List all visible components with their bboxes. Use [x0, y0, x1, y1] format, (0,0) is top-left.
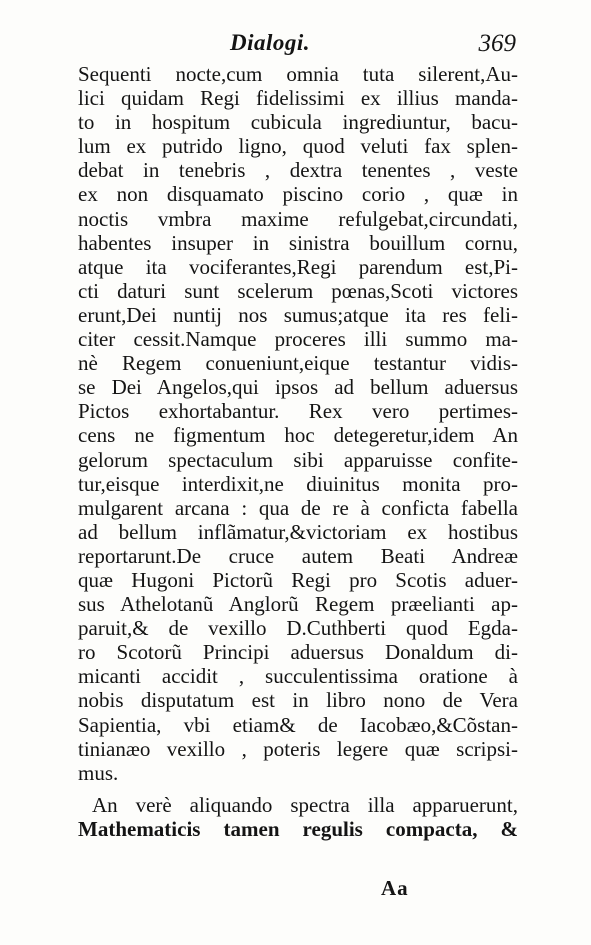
- text-line: gelorum spectaculum sibi apparuisse confite-: [78, 447, 518, 472]
- text-line: quæ Hugoni Pictorũ Regi pro Scotis aduer-: [78, 567, 518, 592]
- text-line: erunt,Dei nuntij nos sumus;atque ita res feli-: [78, 302, 518, 327]
- text-line: mus.: [78, 760, 119, 785]
- text-line: tur,eisque interdixit,ne diuinitus monita pro-: [78, 471, 518, 496]
- body-text: [78, 62, 518, 841]
- page-header: [80, 30, 516, 66]
- text-line: Sequenti nocte,cum omnia tuta silerent,Au-: [78, 62, 518, 86]
- catchword: Aa: [381, 876, 409, 900]
- text-line: Mathematicis tamen regulis compacta, &: [78, 816, 518, 841]
- text-line: nè Regem conueniunt,eique testantur vidis-: [78, 351, 518, 376]
- text-line: nobis disputatum est in libro nono de Vera: [78, 688, 518, 713]
- page-number: 369: [478, 30, 516, 57]
- paragraph-first-line: An verè aliquando spectra illa apparuerunt,: [92, 792, 518, 817]
- text-line: Sapientia, vbi etiam& de Iacobæo,&Cõstan-: [78, 712, 518, 737]
- text-line: mulgarent arcana : qua de re à conficta fabella: [78, 495, 518, 520]
- text-line: se Dei Angelos,qui ipsos ad bellum aduersus: [78, 375, 518, 400]
- text-line: lici quidam Regi fidelissimi ex illius manda-: [78, 86, 518, 111]
- text-line: debat in tenebris , dextra tenentes , veste: [78, 158, 518, 183]
- text-line: habentes insuper in sinistra bouillum cornu,: [78, 230, 518, 255]
- text-line: cens ne figmentum hoc detegeretur,idem An: [78, 423, 518, 448]
- text-line: ad bellum inflãmatur,&victoriam ex hostibus: [78, 519, 518, 544]
- text-line: sus Athelotanũ Anglorũ Regem præelianti ap-: [78, 592, 518, 617]
- text-line: reportarunt.De cruce autem Beati Andreæ: [78, 543, 518, 568]
- text-line: lum ex putrido ligno, quod veluti fax splen-: [78, 134, 518, 159]
- running-title: Dialogi.: [230, 30, 311, 55]
- text-line: tinianæo vexillo , poteris legere quæ scripsi-: [78, 736, 518, 761]
- text-line: citer cessit.Namque proceres illi summo ma-: [78, 327, 518, 352]
- text-line: noctis vmbra maxime refulgebat,circundati,: [78, 206, 518, 231]
- text-line: ro Scotorũ Principi aduersus Donaldum di-: [78, 640, 518, 665]
- text-line: micanti accidit , succulentissima oratione à: [78, 664, 518, 689]
- text-line: paruit,& de vexillo D.Cuthberti quod Egda-: [78, 616, 518, 641]
- text-line: ex non disquamato piscino corio , quæ in: [78, 182, 518, 207]
- text-line: cti daturi sunt scelerum pœnas,Scoti victores: [78, 278, 518, 303]
- text-line: atque ita vociferantes,Regi parendum est,Pi-: [78, 254, 518, 279]
- text-line: to in hospitum cubicula ingrediuntur, bacu-: [78, 110, 518, 135]
- text-line: Pictos exhortabantur. Rex vero pertimes-: [78, 399, 518, 424]
